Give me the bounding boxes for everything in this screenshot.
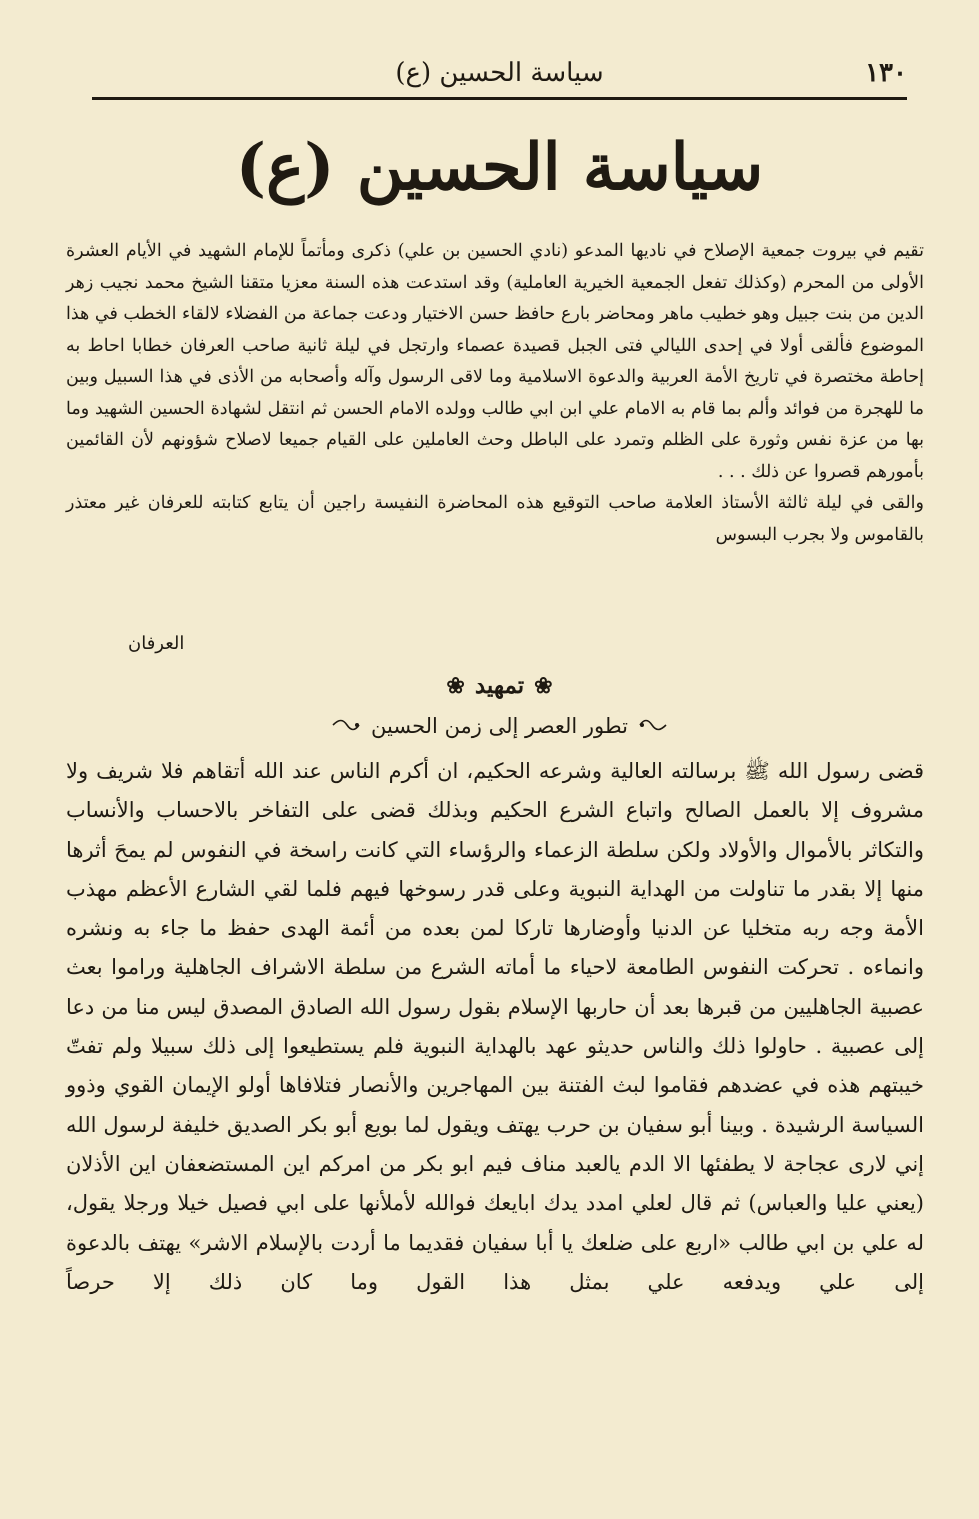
intro-paragraph-2: والقى في ليلة ثالثة الأستاذ العلامة صاحب التوقيع هذه المحاضرة النفيسة راجين أن يتابع كتابته للعرفان غير معتذر بالقاموس ولا بجرب البسوس <box>66 493 924 545</box>
intro-signature: العرفان <box>128 633 185 654</box>
page-number: ١٣٠ <box>865 58 907 88</box>
section-heading <box>92 672 907 699</box>
section-heading-text: تمهيد <box>474 672 525 699</box>
scroll-ornament-icon <box>331 714 361 739</box>
running-title: سياسة الحسين (ع) <box>395 58 604 88</box>
body-text <box>66 752 924 1302</box>
body-paragraph-1: قضى رسول الله ﷺ برسالته العالية وشرعه الحكيم، ان أكرم الناس عند الله أتقاهم فلا شريف ولا مشروف إلا بالعمل الصالح واتباع الشرع الحكيم وبذلك قضى على التفاخر بالاحساب والأنساب والتكاثر بالأموال والأولاد ولكن سلطة الزعماء والرؤساء التي كانت راسخة في النفوس لم يمحَ أثرها منها إلا بقدر ما تناولت من الهداية النبوية وعلى قدر رسوخها فيهم فلما لقي الشارع الأعظم مهذب الأمة وجه ربه متخليا عن الدنيا وأوضارها تاركا لمن بعده من أئمة الهدى حفظ ما جاء به ونشره وانماءه . تحركت النفوس الطامعة لاحياء ما أماته الشرع من سلطة الاشراف الجاهلية وراموا بعث عصبية الجاهليين من قبرها بعد أن حاربها الإسلام بقول رسول الله الصادق المصدق ليس منا من دعا إلى عصبية . حاولوا ذلك والناس حديثو عهد بالهداية النبوية فلم يستطيعوا إلى ذلك سبيلا ولم تفتّ خيبتهم هذه في عضدهم فقاموا لبث الفتنة بين المهاجرين والأنصار فتلافاها أولو الإيمان القوي وذوو السياسة الرشيدة . وبينا أبو سفيان بن حرب يهتف ويقول لما بويع أبو بكر الصديق خليفة لرسول الله إني لارى عجاجة لا يطفئها الا الدم يالعبد مناف فيم ابو بكر من امركم اين المستضعفان اين الأذلان (يعني عليا والعباس) ثم قال لعلي امدد يدك ابايعك فوالله لأملأنها على ابي فصيل خيلا ورجلا يقول، له علي بن ابي طالب «اربع على ضلعك يا أبا سفيان فقديما ما أردت بالإسلام الاشر» يهتف بالدعوة إلى علي ويدفعه علي بمثل هذا القول وما كان ذلك إلا حرصاً <box>66 759 924 1294</box>
intro-note <box>66 236 924 551</box>
section-subheading <box>92 714 907 739</box>
flower-ornament-icon: ❀ <box>446 673 465 699</box>
article-title: سياسة الحسين (ع) <box>235 130 764 205</box>
flower-ornament-icon: ❀ <box>534 673 553 699</box>
subheading-text: تطور العصر إلى زمن الحسين <box>371 714 628 738</box>
page-header <box>92 50 907 100</box>
scroll-ornament-icon <box>638 714 668 739</box>
intro-paragraph-1: تقيم في بيروت جمعية الإصلاح في ناديها المدعو (نادي الحسين بن علي) ذكرى ومأتماً للإمام الشهيد في الأيام العشرة الأولى من المحرم (وكذلك تفعل الجمعية الخيرية العاملية) وقد استدعت هذه السنة معزيا متقنا الشيخ محمد نجيب زهر الدين من بنت جبيل وهو خطيب ماهر ومحاضر بارع حافظ حسن الاختيار ودعت جماعة من الفضلاء لالقاء الخطب في هذا الموضوع فألقى أولا في إحدى الليالي فتى الجبل قصيدة عصماء وارتجل في ليلة ثانية صاحب العرفان خطابا احاط به إحاطة مختصرة في تاريخ الأمة العربية والدعوة الاسلامية وما لاقى الرسول وآله وأصحابه من الأذى في هذا السبيل وبين ما للهجرة من فوائد وألم بما قام به الامام علي ابن ابي طالب وولده الامام الحسن ثم انتقل لشهادة الحسين الشهيد وما بها من عزة نفس وثورة على الظلم وتمرد على الباطل وحث العاملين على القيام جميعا لاصلاح شؤونهم لأن القائمين بأمورهم قصروا عن ذلك . . . <box>66 241 924 482</box>
header-rule <box>92 97 907 100</box>
